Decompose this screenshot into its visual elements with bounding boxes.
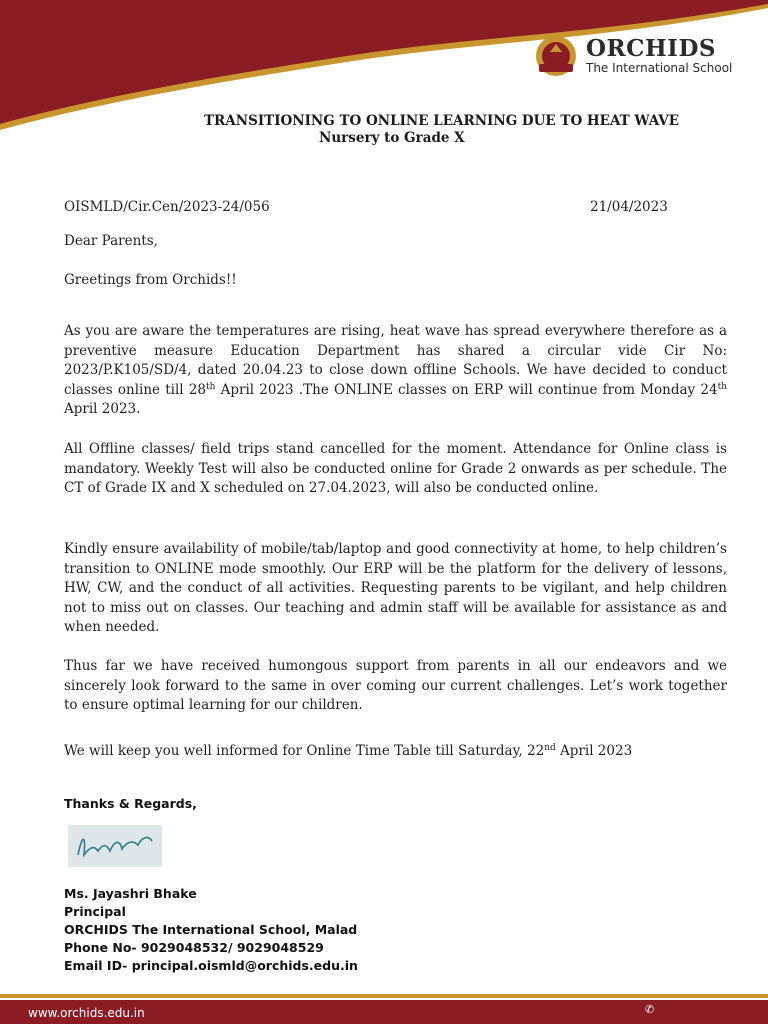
school-name: ORCHIDS (586, 35, 716, 62)
signatory-phone: Phone No- 9029048532/ 9029048529 (64, 940, 324, 955)
signatory-email: Email ID- principal.oismld@orchids.edu.in (64, 958, 358, 973)
signatory-title: Principal (64, 904, 126, 919)
paragraph-2: All Offline classes/ field trips stand cancelled for the moment. Attendance for Online class is mandatory. Weekly Test will also be conducted online for Grade 2 onwards as per schedule. The CT of Grade IX and X scheduled on 27.04.2023, will also be conducted online. (64, 441, 727, 496)
circular-subtitle: Nursery to Grade X (319, 130, 465, 146)
signatory-school: ORCHIDS The International School, Malad (64, 922, 358, 937)
circular-date: 21/04/2023 (590, 199, 668, 215)
signatory-name: Ms. Jayashri Bhake (64, 886, 197, 901)
signatory-block (64, 885, 358, 975)
greeting: Greetings from Orchids!! (64, 272, 237, 288)
signature-image (68, 825, 162, 867)
circular-reference: OISMLD/Cir.Cen/2023-24/056 (64, 199, 270, 215)
paragraph-5: We will keep you well informed for Online Time Table till Saturday, 22nd April 2023 (64, 743, 633, 759)
school-subtitle: The International School (586, 61, 733, 75)
phone-icon: ✆ (645, 1003, 655, 1016)
paragraph-4: Thus far we have received humongous support from parents in all our endeavors and we sincerely look forward to the same in over coming our current challenges. Let’s work together to ensure optimal learning for our children. (64, 658, 727, 713)
paragraph-3: Kindly ensure availability of mobile/tab/laptop and good connectivity at home, to help children’s transition to ONLINE mode smoothly. Our ERP will be the platform for the delivery of lessons, HW, CW, and the conduct of all activities. Requesting parents to be vigilant, and help children not to miss out on classes. Our teaching and admin staff will be available for assistance as and when needed. (64, 541, 727, 635)
salutation: Dear Parents, (64, 233, 158, 249)
circular-title: TRANSITIONING TO ONLINE LEARNING DUE TO HEAT WAVE (204, 113, 679, 129)
footer-website-link[interactable]: www.orchids.edu.in (28, 1006, 145, 1020)
school-logo (530, 30, 740, 82)
closing: Thanks & Regards, (64, 796, 197, 811)
school-crest-icon (530, 30, 582, 82)
paragraph-1: As you are aware the temperatures are rising, heat wave has spread everywhere therefore as a preventive measure Education Department has shared a circular vide Cir No: 2023/P.K105/SD/4, dated 20.04.23 to close down offline Schools. We have decided to conduct classes online till 28th April 2023 .The ONLINE classes on ERP will continue from Monday 24th April 2023. (64, 323, 727, 417)
